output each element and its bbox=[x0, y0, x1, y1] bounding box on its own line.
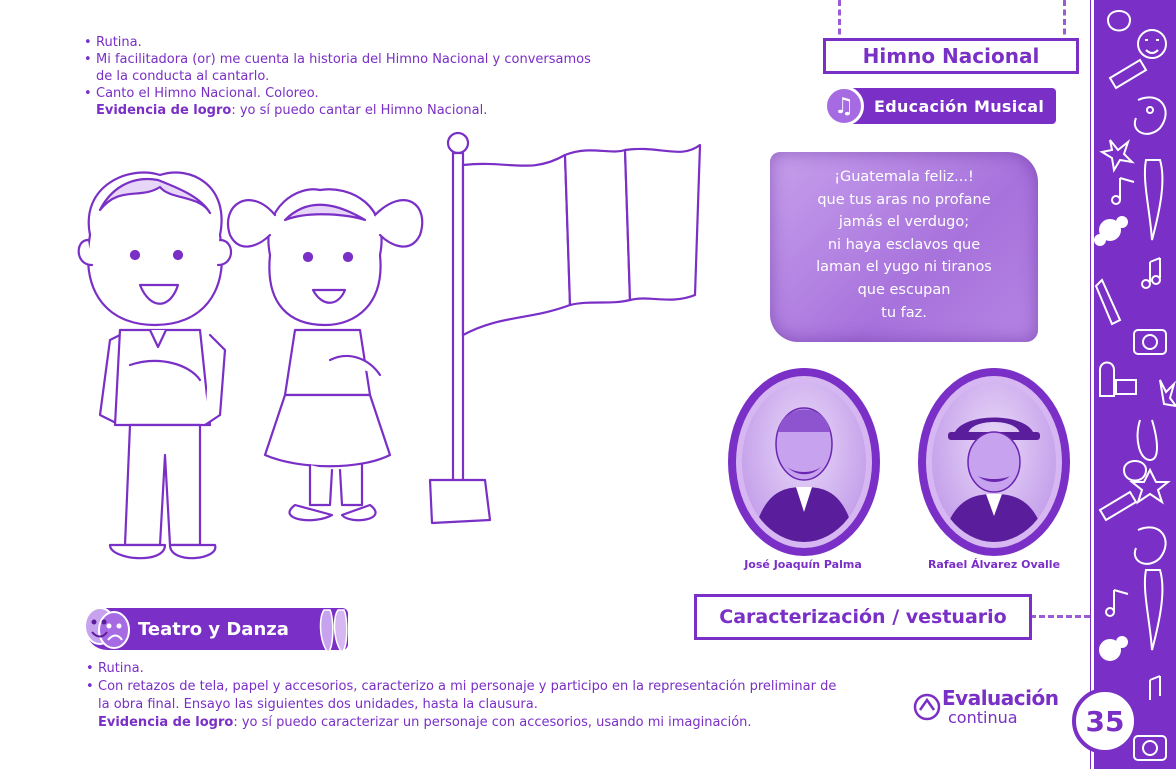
portrait-ovalle bbox=[918, 368, 1070, 556]
evidence-line bbox=[84, 102, 644, 119]
portrait-photo bbox=[932, 382, 1056, 542]
rope-side bbox=[1030, 615, 1090, 618]
title-sign bbox=[823, 38, 1079, 74]
portrait-caption: José Joaquín Palma bbox=[744, 558, 862, 571]
evaluation-logo-line2: continua bbox=[948, 708, 1018, 727]
music-ribbon-label: Educación Musical bbox=[874, 96, 1045, 116]
music-ribbon bbox=[826, 88, 1056, 124]
bottom-instructions bbox=[86, 660, 856, 732]
instruction-item: • Rutina. bbox=[84, 34, 644, 51]
sidebar-doodles bbox=[1090, 0, 1176, 769]
instruction-item: • Canto el Himno Nacional. Coloreo. bbox=[84, 85, 644, 102]
kids-flag-illustration bbox=[70, 125, 710, 575]
instruction-continuation: de la conducta al cantarlo. bbox=[96, 69, 270, 84]
flag-figure bbox=[430, 133, 700, 523]
poem-line: jamás el verdugo; bbox=[838, 214, 970, 231]
evaluation-logo-icon bbox=[912, 692, 942, 722]
poem-line: ni haya esclavos que bbox=[827, 236, 981, 253]
ballet-shoes-icon bbox=[314, 604, 354, 656]
evaluation-logo bbox=[912, 686, 1059, 730]
decorative-sidebar bbox=[1090, 0, 1176, 769]
poem-line: que escupan bbox=[857, 281, 951, 298]
evidence-label: Evidencia de logro bbox=[96, 103, 232, 118]
page-number: 35 bbox=[1085, 704, 1125, 738]
instruction-item: • Rutina. bbox=[86, 660, 856, 678]
poem-line: tu faz. bbox=[881, 304, 927, 321]
caracterizacion-sign bbox=[694, 594, 1032, 640]
portrait-photo bbox=[742, 382, 866, 542]
page-number-badge bbox=[1072, 688, 1138, 754]
instruction-continuation: la obra final. Ensayo las siguientes dos unidades, hasta la clausura. bbox=[98, 697, 538, 712]
poem-text bbox=[770, 166, 1038, 324]
title-sign-text: Himno Nacional bbox=[862, 44, 1040, 68]
poem-line: ¡Guatemala feliz...! bbox=[834, 169, 974, 185]
theater-masks-icon bbox=[80, 602, 134, 656]
evaluation-logo-line1: Evaluación bbox=[942, 686, 1059, 710]
poem-parchment bbox=[770, 152, 1038, 342]
evidence-line bbox=[86, 714, 856, 732]
boy-figure bbox=[79, 173, 231, 559]
instruction-item: • Mi facilitadora (or) me cuenta la historia del Himno Nacional y conversamos bbox=[84, 51, 644, 68]
evidence-label: Evidencia de logro bbox=[98, 715, 234, 730]
girl-figure bbox=[228, 189, 422, 520]
caracterizacion-sign-text: Caracterización / vestuario bbox=[719, 606, 1007, 628]
evidence-text: : yo sí puedo cantar el Himno Nacional. bbox=[231, 103, 488, 118]
music-note-icon: ♫ bbox=[824, 86, 864, 126]
top-instructions bbox=[84, 34, 644, 119]
poem-line: que tus aras no profane bbox=[817, 191, 991, 208]
instruction-item: • Con retazos de tela, papel y accesorios, caracterizo a mi personaje y participo en la representación preliminar de bbox=[86, 678, 856, 696]
poem-line: laman el yugo ni tiranos bbox=[816, 259, 992, 276]
teatro-ribbon-label: Teatro y Danza bbox=[138, 618, 289, 640]
portrait-palma bbox=[728, 368, 880, 556]
evidence-text: : yo sí puedo caracterizar un personaje con accesorios, usando mi imaginación. bbox=[233, 715, 752, 730]
teatro-ribbon bbox=[86, 608, 348, 650]
portrait-caption: Rafael Álvarez Ovalle bbox=[927, 558, 1061, 571]
